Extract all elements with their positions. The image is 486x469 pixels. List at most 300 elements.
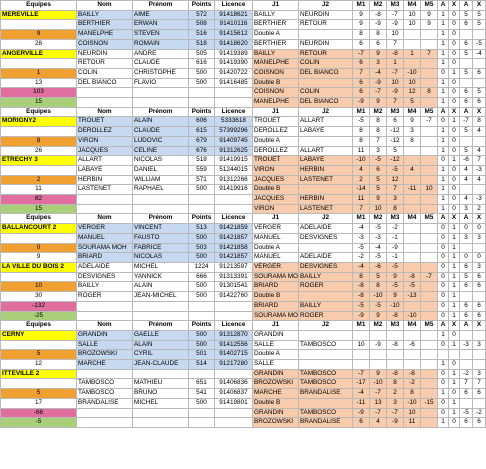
cell-team: 9 <box>1 253 77 263</box>
cell-m1: -9 <box>353 408 370 418</box>
cell-team <box>1 165 77 175</box>
cell-team: 15 <box>1 98 77 108</box>
table-row <box>1 389 486 399</box>
cell-prenom: CLAUDE <box>133 127 189 137</box>
cell-x: 0 <box>449 127 460 137</box>
cell-x2: 6 <box>473 98 486 108</box>
cell-m1 <box>353 330 370 340</box>
cell-j1: SALLE <box>253 360 299 370</box>
cell-m5: -7 <box>421 117 438 127</box>
header-row <box>1 321 486 331</box>
header-a2: A <box>460 107 473 117</box>
cell-points: 503 <box>189 243 215 253</box>
cell-m3: 2 <box>387 389 404 399</box>
table-row <box>1 88 486 98</box>
cell-j2: ALLART <box>299 146 353 156</box>
cell-licence <box>215 311 253 321</box>
cell-m5 <box>421 311 438 321</box>
cell-licence: 91421857 <box>215 233 253 243</box>
cell-m1: -10 <box>353 156 370 166</box>
cell-a: 0 <box>438 224 449 234</box>
header-m2: M2 <box>370 321 387 331</box>
cell-m2: -10 <box>370 379 387 389</box>
cell-m2: 9 <box>370 311 387 321</box>
cell-x: 1 <box>449 272 460 282</box>
header-m5: M5 <box>421 321 438 331</box>
cell-licence: 91419801 <box>215 398 253 408</box>
cell-team <box>1 379 77 389</box>
cell-m2: 8 <box>370 282 387 292</box>
cell-x: 1 <box>449 262 460 272</box>
cell-x: 1 <box>449 301 460 311</box>
cell-j2: HERBIN <box>299 195 353 205</box>
cell-x: 1 <box>449 311 460 321</box>
cell-j2: BAILLY <box>299 301 353 311</box>
cell-x: 0 <box>449 389 460 399</box>
table-row <box>1 59 486 69</box>
header-row <box>1 107 486 117</box>
cell-x: 0 <box>449 78 460 88</box>
cell-points: 500 <box>189 292 215 302</box>
cell-nom: NEURDIN <box>77 49 133 59</box>
cell-j2: ROGER <box>299 282 353 292</box>
cell-prenom: ANDRE <box>133 49 189 59</box>
cell-m1: -5 <box>353 117 370 127</box>
cell-m3: 9 <box>387 272 404 282</box>
header-a: A <box>438 1 449 11</box>
cell-a: 1 <box>438 389 449 399</box>
cell-m5: -7 <box>421 272 438 282</box>
cell-points <box>189 301 215 311</box>
cell-a: 1 <box>438 59 449 69</box>
cell-nom <box>77 408 133 418</box>
cell-a: 1 <box>438 127 449 137</box>
header-a2: A <box>460 214 473 224</box>
cell-nom: LASTENET <box>77 185 133 195</box>
cell-points <box>189 369 215 379</box>
cell-j1: GRANDIN <box>253 408 299 418</box>
cell-nom: BAILLY <box>77 282 133 292</box>
cell-points: 500 <box>189 68 215 78</box>
cell-prenom: AIME <box>133 10 189 20</box>
cell-m3: -8 <box>387 369 404 379</box>
cell-x: 1 <box>449 68 460 78</box>
cell-x: 0 <box>449 185 460 195</box>
cell-prenom: MICHEL <box>133 398 189 408</box>
cell-a2: 5 <box>460 272 473 282</box>
cell-m3: -1 <box>387 253 404 263</box>
cell-x2: 6 <box>473 68 486 78</box>
cell-m3: -9 <box>387 243 404 253</box>
cell-m2 <box>370 360 387 370</box>
cell-j2: DESVIGNES <box>299 262 353 272</box>
cell-licence: 91409745 <box>215 136 253 146</box>
cell-m4: -11 <box>404 185 421 195</box>
cell-m3: 1 <box>387 59 404 69</box>
cell-a: 1 <box>438 98 449 108</box>
cell-a2: 0 <box>460 253 473 263</box>
cell-m1: -3 <box>353 233 370 243</box>
cell-points: 514 <box>189 360 215 370</box>
cell-points: 606 <box>189 117 215 127</box>
cell-a: 1 <box>438 165 449 175</box>
cell-a: 0 <box>438 301 449 311</box>
cell-points <box>189 204 215 214</box>
cell-x: 1 <box>449 369 460 379</box>
cell-licence: 91406837 <box>215 389 253 399</box>
cell-nom: HERBIN <box>77 175 133 185</box>
cell-team: 103 <box>1 88 77 98</box>
cell-nom: ROGER <box>77 292 133 302</box>
cell-prenom: CLAUDE <box>133 59 189 69</box>
cell-a2: 6 <box>460 311 473 321</box>
cell-m1: -7 <box>353 49 370 59</box>
cell-points: 518 <box>189 156 215 166</box>
cell-team: 13 <box>1 78 77 88</box>
cell-points: 541 <box>189 389 215 399</box>
cell-licence <box>215 204 253 214</box>
cell-m5 <box>421 301 438 311</box>
cell-team: CERNY <box>1 330 77 340</box>
header-m1: M1 <box>353 214 370 224</box>
cell-j2: NEURDIN <box>299 10 353 20</box>
header-team: Equipes <box>1 1 77 11</box>
cell-prenom: NICOLAS <box>133 156 189 166</box>
header-points: Points <box>189 1 215 11</box>
cell-j1: GRANDIN <box>253 369 299 379</box>
cell-points <box>189 88 215 98</box>
cell-m1: 6 <box>353 59 370 69</box>
cell-points: 651 <box>189 379 215 389</box>
cell-m5: 8 <box>421 88 438 98</box>
cell-m1: 11 <box>353 195 370 205</box>
cell-j1: BAILLY <box>253 49 299 59</box>
table-row <box>1 49 486 59</box>
cell-m5 <box>421 165 438 175</box>
cell-m5 <box>421 243 438 253</box>
cell-nom <box>77 195 133 205</box>
cell-a2 <box>460 136 473 146</box>
cell-m4 <box>404 59 421 69</box>
cell-a2: 6 <box>460 389 473 399</box>
cell-m4: -8 <box>404 272 421 282</box>
cell-x2 <box>473 59 486 69</box>
cell-licence: 91419915 <box>215 156 253 166</box>
cell-a2: -3 <box>460 340 473 350</box>
cell-prenom: CHRISTOPHE <box>133 68 189 78</box>
cell-m3: 7 <box>387 39 404 49</box>
table-row <box>1 165 486 175</box>
cell-a2: -5 <box>460 408 473 418</box>
cell-j2: BAILLY <box>299 272 353 282</box>
cell-team: 8 <box>1 136 77 146</box>
cell-licence <box>215 195 253 205</box>
cell-points: 516 <box>189 30 215 40</box>
cell-m5 <box>421 175 438 185</box>
cell-prenom: FABRICE <box>133 243 189 253</box>
cell-m5 <box>421 408 438 418</box>
cell-j2: LASTENET <box>299 204 353 214</box>
cell-licence: 57399296 <box>215 127 253 137</box>
cell-m4 <box>404 262 421 272</box>
cell-x: 1 <box>449 233 460 243</box>
cell-team <box>1 20 77 30</box>
cell-m5 <box>421 195 438 205</box>
cell-prenom: RAPHAEL <box>133 185 189 195</box>
cell-m4 <box>404 30 421 40</box>
cell-m4 <box>404 330 421 340</box>
cell-licence: 91312870 <box>215 330 253 340</box>
header-x: X <box>449 321 460 331</box>
cell-a2: 6 <box>460 301 473 311</box>
cell-m5: 9 <box>421 10 438 20</box>
cell-team: ETRECHY 3 <box>1 156 77 166</box>
cell-x2: 5 <box>473 88 486 98</box>
header-m4: M4 <box>404 321 421 331</box>
header-m1: M1 <box>353 1 370 11</box>
cell-nom: RETOUR <box>77 59 133 69</box>
cell-x2: 8 <box>473 117 486 127</box>
cell-nom: MARCHE <box>77 360 133 370</box>
cell-a2: -6 <box>460 156 473 166</box>
cell-x: 1 <box>449 224 460 234</box>
cell-team <box>1 233 77 243</box>
cell-j2: LABAYE <box>299 156 353 166</box>
cell-a: 1 <box>438 360 449 370</box>
cell-x2 <box>473 330 486 340</box>
cell-nom <box>77 204 133 214</box>
cell-m1: 7 <box>353 68 370 78</box>
cell-a2: 6 <box>460 262 473 272</box>
cell-team: 10 <box>1 282 77 292</box>
cell-prenom: CYRIL <box>133 350 189 360</box>
cell-a2 <box>460 30 473 40</box>
cell-j2: COLIN <box>299 59 353 69</box>
header-points: Points <box>189 321 215 331</box>
cell-m3 <box>387 350 404 360</box>
cell-a2: 5 <box>460 68 473 78</box>
cell-m5 <box>421 389 438 399</box>
cell-m4 <box>404 175 421 185</box>
cell-m3: 8 <box>387 204 404 214</box>
cell-m1: -11 <box>353 398 370 408</box>
cell-a2 <box>460 78 473 88</box>
cell-j1: VIRON <box>253 204 299 214</box>
cell-j1: BERTHIER <box>253 39 299 49</box>
cell-m4: 5 <box>404 98 421 108</box>
cell-points: 500 <box>189 253 215 263</box>
cell-m3: 5 <box>387 146 404 156</box>
cell-m5 <box>421 98 438 108</box>
cell-m5: -15 <box>421 398 438 408</box>
cell-team <box>1 59 77 69</box>
cell-nom: BERTHIER <box>77 20 133 30</box>
cell-a2 <box>460 330 473 340</box>
cell-points: 508 <box>189 20 215 30</box>
cell-j1: BROZOWSKI <box>253 418 299 428</box>
table-row <box>1 340 486 350</box>
cell-x2: -3 <box>473 195 486 205</box>
header-m5: M5 <box>421 214 438 224</box>
cell-j2 <box>299 136 353 146</box>
cell-j1: BROZOWSKI <box>253 379 299 389</box>
cell-j2 <box>299 350 353 360</box>
cell-m4: -10 <box>404 311 421 321</box>
cell-licence: 91313391 <box>215 272 253 282</box>
cell-j2: TAMBOSCO <box>299 379 353 389</box>
cell-nom: BAILLY <box>77 10 133 20</box>
cell-x: 0 <box>449 39 460 49</box>
cell-a2 <box>460 185 473 195</box>
cell-j1: BERTHIER <box>253 20 299 30</box>
cell-m2: 9 <box>370 49 387 59</box>
cell-nom: MANELPHE <box>77 30 133 40</box>
cell-m1: 8 <box>353 30 370 40</box>
cell-licence: 91415612 <box>215 30 253 40</box>
cell-x2: 6 <box>473 282 486 292</box>
cell-points: 616 <box>189 59 215 69</box>
table-row <box>1 330 486 340</box>
cell-m2: 7 <box>370 136 387 146</box>
cell-nom: BROZOWSKI <box>77 350 133 360</box>
cell-x2: 3 <box>473 233 486 243</box>
header-points: Points <box>189 107 215 117</box>
cell-x2: 6 <box>473 389 486 399</box>
cell-j2: RETOUR <box>299 49 353 59</box>
cell-x: 0 <box>449 20 460 30</box>
cell-j1: Double B <box>253 292 299 302</box>
cell-m4: 10 <box>404 408 421 418</box>
cell-m2: -7 <box>370 389 387 399</box>
header-a: A <box>438 321 449 331</box>
cell-m4: 8 <box>404 136 421 146</box>
cell-points: 666 <box>189 272 215 282</box>
cell-points: 1224 <box>189 262 215 272</box>
cell-licence <box>215 408 253 418</box>
cell-m3: -7 <box>387 408 404 418</box>
cell-m3: 9 <box>387 292 404 302</box>
cell-prenom: DANIEL <box>133 165 189 175</box>
cell-prenom <box>133 369 189 379</box>
cell-m4: 11 <box>404 418 421 428</box>
cell-m4: 10 <box>404 78 421 88</box>
cell-m5 <box>421 418 438 428</box>
cell-m2: -7 <box>370 88 387 98</box>
cell-j1: Double A <box>253 350 299 360</box>
cell-m2: 3 <box>370 146 387 156</box>
cell-j1: Double B <box>253 78 299 88</box>
cell-m5 <box>421 68 438 78</box>
cell-points <box>189 408 215 418</box>
cell-m1: 6 <box>353 418 370 428</box>
cell-m5 <box>421 39 438 49</box>
cell-m2: -5 <box>370 156 387 166</box>
cell-m5 <box>421 224 438 234</box>
cell-j2 <box>299 330 353 340</box>
table-row <box>1 68 486 78</box>
cell-m3: -12 <box>387 136 404 146</box>
cell-m3: 10 <box>387 78 404 88</box>
cell-nom <box>77 301 133 311</box>
cell-m2: 5 <box>370 185 387 195</box>
table-row <box>1 418 486 428</box>
table-row <box>1 136 486 146</box>
cell-m1: 9 <box>353 20 370 30</box>
cell-points: 500 <box>189 78 215 88</box>
cell-j2: BRANDALISE <box>299 418 353 428</box>
cell-m2: -10 <box>370 292 387 302</box>
cell-nom <box>77 311 133 321</box>
cell-a: 0 <box>438 369 449 379</box>
cell-m5 <box>421 156 438 166</box>
cell-m2: 13 <box>370 398 387 408</box>
cell-j2: TAMBOSCO <box>299 340 353 350</box>
header-x2: X <box>473 1 486 11</box>
cell-j1: MANUEL <box>253 233 299 243</box>
cell-x: 0 <box>449 59 460 69</box>
cell-x2 <box>473 360 486 370</box>
cell-j2: COLIN <box>299 88 353 98</box>
cell-licence: 91422760 <box>215 292 253 302</box>
header-prenom: Prénom <box>133 321 189 331</box>
header-a2: A <box>460 1 473 11</box>
cell-prenom <box>133 418 189 428</box>
cell-j2: ADELAIDE <box>299 224 353 234</box>
cell-prenom: ROMAIN <box>133 39 189 49</box>
cell-team: -66 <box>1 408 77 418</box>
cell-m3: 7 <box>387 185 404 195</box>
cell-x: 1 <box>449 156 460 166</box>
cell-x: 0 <box>449 165 460 175</box>
cell-m4 <box>404 39 421 49</box>
cell-m5 <box>421 379 438 389</box>
cell-licence <box>215 301 253 311</box>
cell-m1: 9 <box>353 10 370 20</box>
cell-prenom: NICOLAS <box>133 253 189 263</box>
cell-licence: 91312625 <box>215 146 253 156</box>
table-row <box>1 282 486 292</box>
cell-m4 <box>404 204 421 214</box>
cell-m5 <box>421 360 438 370</box>
cell-x: 1 <box>449 292 460 302</box>
header-m4: M4 <box>404 214 421 224</box>
cell-licence: 91312266 <box>215 175 253 185</box>
cell-m2: 3 <box>370 59 387 69</box>
cell-j2: HERBIN <box>299 165 353 175</box>
cell-m5 <box>421 253 438 263</box>
cell-a2: 6 <box>460 418 473 428</box>
cell-licence: 91213597 <box>215 262 253 272</box>
cell-m3: 10 <box>387 30 404 40</box>
table-row <box>1 78 486 88</box>
cell-m5 <box>421 59 438 69</box>
cell-m4: 12 <box>404 88 421 98</box>
cell-m5 <box>421 350 438 360</box>
cell-a2 <box>460 292 473 302</box>
cell-x2: 5 <box>473 20 486 30</box>
cell-j2: DEL BIANCO <box>299 68 353 78</box>
cell-nom: TAMBOSCO <box>77 389 133 399</box>
header-licence: Licence <box>215 214 253 224</box>
cell-a2: 3 <box>460 233 473 243</box>
cell-j1: MARCHE <box>253 389 299 399</box>
cell-team <box>1 127 77 137</box>
cell-a2: 3 <box>460 204 473 214</box>
cell-a: 0 <box>438 253 449 263</box>
cell-nom: COISNON <box>77 39 133 49</box>
cell-prenom: BRUNO <box>133 389 189 399</box>
cell-prenom: YANNICK <box>133 272 189 282</box>
